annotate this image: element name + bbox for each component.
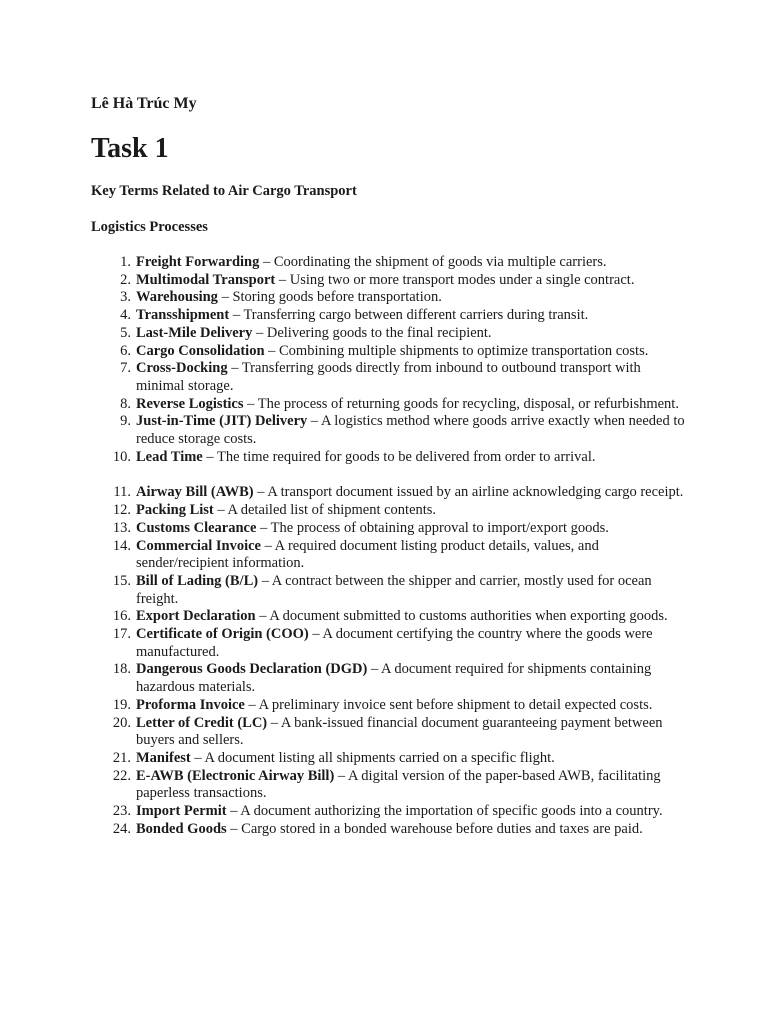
list-item <box>91 626 688 661</box>
terms-list-documents <box>91 484 688 838</box>
item-dash: – <box>267 714 281 731</box>
item-description: A required document listing product details, values, and sender/recipient information. <box>136 537 599 572</box>
item-term: Warehousing <box>136 289 218 306</box>
list-item <box>91 502 688 520</box>
list-item <box>91 484 688 502</box>
item-term: Import Permit <box>136 803 227 820</box>
item-dash: – <box>307 413 321 430</box>
item-term: Packing List <box>136 502 214 519</box>
list-item <box>91 538 688 573</box>
list-item <box>91 608 688 626</box>
item-description: A detailed list of shipment contents. <box>227 502 437 519</box>
item-description: The process of obtaining approval to import/export goods. <box>270 519 609 536</box>
item-number: 11. <box>113 484 131 501</box>
item-term: Cross-Docking <box>136 360 228 377</box>
item-number: 1. <box>120 254 131 270</box>
item-description: A bank-issued financial document guaranteeing payment between buyers and sellers. <box>136 714 663 749</box>
item-term: Just-in-Time (JIT) Delivery <box>136 413 308 430</box>
item-description: A digital version of the paper-based AWB, facilitating paperless transactions. <box>136 767 661 802</box>
document-subtitle: Key Terms Related to Air Cargo Transport <box>91 183 357 199</box>
item-dash: – <box>253 484 268 501</box>
item-description: Transferring cargo between different carriers during transit. <box>243 307 589 324</box>
item-dash: – <box>226 820 242 837</box>
item-term: Letter of Credit (LC) <box>136 714 268 731</box>
list-item <box>91 697 688 715</box>
item-description: A document required for shipments containing hazardous materials. <box>136 661 652 696</box>
item-number: 19. <box>112 696 131 713</box>
list-item <box>91 803 688 821</box>
item-dash: – <box>202 448 217 465</box>
item-number: 21. <box>112 749 131 766</box>
list-item <box>91 750 688 768</box>
list-item <box>91 661 688 696</box>
item-term: Export Declaration <box>136 608 256 625</box>
item-term: Freight Forwarding <box>136 254 260 270</box>
item-term: Last-Mile Delivery <box>136 324 253 341</box>
item-term: Airway Bill (AWB) <box>136 484 254 501</box>
item-description: Combining multiple shipments to optimize transportation costs. <box>279 342 649 359</box>
item-dash: – <box>229 307 244 324</box>
list-item <box>91 289 688 307</box>
item-number: 3. <box>120 289 131 306</box>
item-term: Lead Time <box>136 448 203 465</box>
item-description: Delivering goods to the final recipient. <box>266 324 492 341</box>
list-item <box>91 821 688 839</box>
list-item <box>91 396 688 414</box>
list-item <box>91 360 688 395</box>
item-term: Manifest <box>136 749 191 766</box>
list-item <box>91 307 688 325</box>
item-number: 10. <box>112 448 131 465</box>
list-item <box>91 520 688 538</box>
item-term: Transshipment <box>136 307 230 324</box>
item-description: A transport document issued by an airline acknowledging cargo receipt. <box>267 484 684 501</box>
item-dash: – <box>226 803 241 820</box>
item-term: Bill of Lading (B/L) <box>136 572 259 589</box>
task-title: Task 1 <box>91 133 169 164</box>
item-number: 12. <box>112 502 131 519</box>
item-dash: – <box>308 626 323 643</box>
item-description: Coordinating the shipment of goods via multiple carriers. <box>273 254 607 270</box>
item-description: A document submitted to customs authorities when exporting goods. <box>269 608 668 625</box>
item-term: Reverse Logistics <box>136 395 244 412</box>
item-number: 9. <box>120 413 131 430</box>
list-item <box>91 768 688 803</box>
list-item <box>91 449 688 467</box>
item-number: 24. <box>112 820 131 837</box>
item-dash: – <box>334 767 348 784</box>
item-description: A document listing all shipments carried on a specific flight. <box>204 749 555 766</box>
item-dash: – <box>260 537 275 554</box>
list-item <box>91 343 688 361</box>
item-description: Using two or more transport modes under a single contract. <box>289 271 635 288</box>
item-description: Storing goods before transportation. <box>232 289 442 306</box>
item-dash: – <box>256 519 271 536</box>
item-dash: – <box>255 608 270 625</box>
author-name: Lê Hà Trúc My <box>91 95 197 112</box>
item-dash: – <box>244 696 259 713</box>
item-number: 16. <box>112 608 131 625</box>
item-number: 6. <box>120 342 131 359</box>
item-number: 13. <box>112 519 131 536</box>
item-term: E-AWB (Electronic Airway Bill) <box>136 767 335 784</box>
item-number: 4. <box>120 307 131 324</box>
item-number: 7. <box>120 360 131 377</box>
item-number: 20. <box>112 714 131 731</box>
item-number: 14. <box>112 537 131 554</box>
item-dash: – <box>252 324 267 341</box>
item-term: Certificate of Origin (COO) <box>136 626 309 643</box>
item-dash: – <box>217 289 233 306</box>
item-dash: – <box>190 749 205 766</box>
item-term: Cargo Consolidation <box>136 342 265 359</box>
item-dash: – <box>259 254 274 270</box>
item-description: A document certifying the country where the goods were manufactured. <box>136 626 653 660</box>
item-dash: – <box>243 395 258 412</box>
list-item <box>91 413 688 448</box>
section-title-logistics: Logistics Processes <box>91 219 208 235</box>
item-dash: – <box>264 342 280 359</box>
item-description: The time required for goods to be delivered from order to arrival. <box>217 448 596 465</box>
item-term: Commercial Invoice <box>136 537 261 554</box>
item-number: 18. <box>112 661 131 678</box>
item-dash: – <box>275 271 290 288</box>
item-dash: – <box>258 572 272 589</box>
item-description: A contract between the shipper and carrier, mostly used for ocean freight. <box>136 572 652 607</box>
item-dash: – <box>367 661 382 678</box>
item-description: A logistics method where goods arrive exactly when needed to reduce storage costs. <box>136 413 685 448</box>
item-description: A document authorizing the importation of specific goods into a country. <box>240 803 663 820</box>
item-term: Bonded Goods <box>136 820 227 837</box>
item-number: 5. <box>120 324 131 341</box>
item-number: 15. <box>112 572 131 589</box>
item-description: Cargo stored in a bonded warehouse before duties and taxes are paid. <box>241 820 643 837</box>
item-number: 22. <box>112 767 131 784</box>
item-dash: – <box>227 360 242 377</box>
list-item <box>91 272 688 290</box>
list-item <box>91 573 688 608</box>
item-term: Dangerous Goods Declaration (DGD) <box>136 661 368 678</box>
terms-list-logistics <box>91 254 688 466</box>
list-item <box>91 715 688 750</box>
item-number: 17. <box>112 626 131 643</box>
item-term: Multimodal Transport <box>136 271 276 288</box>
item-number: 23. <box>112 803 131 820</box>
item-term: Customs Clearance <box>136 519 257 536</box>
item-description: Transferring goods directly from inbound to outbound transport with minimal storage. <box>136 360 641 394</box>
item-number: 8. <box>120 395 131 412</box>
item-dash: – <box>213 502 228 519</box>
item-term: Proforma Invoice <box>136 696 245 713</box>
list-item <box>91 325 688 343</box>
item-number: 2. <box>120 271 131 288</box>
item-description: A preliminary invoice sent before shipment to detail expected costs. <box>258 696 653 713</box>
list-item <box>91 254 688 272</box>
item-description: The process of returning goods for recycling, disposal, or refurbishment. <box>257 395 679 412</box>
